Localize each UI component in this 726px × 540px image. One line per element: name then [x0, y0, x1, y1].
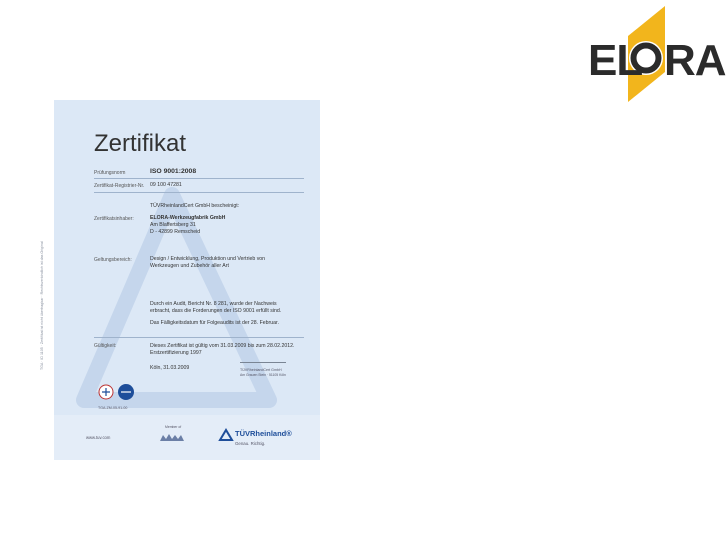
divider [94, 178, 304, 179]
website: www.tuv.com [86, 435, 111, 440]
tuv-mark [219, 428, 233, 446]
certificate-title: Zertifikat [94, 130, 187, 157]
member-seal-icon [159, 433, 185, 443]
scope-line-2: Werkzeugen und Zubehör aller Art [150, 263, 229, 269]
logo-text-left: EL [588, 36, 643, 85]
tuv-triangle-icon [219, 429, 233, 441]
validity-line-1: Dieses Zertifikat ist gültig vom 31.03.2009 bis zum 28.02.2012. [150, 343, 295, 349]
member-label: Member of [165, 425, 182, 429]
divider [94, 337, 304, 338]
tuv-slogan: Genau. Richtig. [235, 441, 266, 446]
audit-line-3: Das Fälligkeitsdatum für Folgeaudits ist der 28. Februar. [150, 320, 279, 326]
stamp-line-1: TÜVRheinlandCert GmbH [240, 368, 282, 372]
holder-label: Zertifikatsinhaber: [94, 216, 134, 222]
member-seal [159, 430, 185, 448]
validity-label: Gültigkeit: [94, 343, 117, 349]
scope-label: Geltungsbereich: [94, 257, 132, 263]
holder-name: ELORA-Werkzeugfabrik GmbH [150, 215, 226, 221]
accreditation-code: TGA-ZM-05-91-00 [98, 406, 128, 410]
accreditation-badge [98, 382, 138, 402]
place-date: Köln, 31.03.2009 [150, 365, 190, 371]
audit-line-1: Durch ein Audit, Bericht Nr. 8 281, wurde der Nachweis [150, 301, 277, 307]
norm-label: Prüfungsnorm [94, 170, 126, 176]
audit-line-2: erbracht, dass die Forderungen der ISO 9001 erfüllt sind. [150, 308, 282, 314]
registration-label: Zertifikat-Registrier-Nr. [94, 183, 145, 189]
dakks-iaf-icon [98, 382, 138, 402]
vertical-note: TGA · ID 1105 · Zertifikat ist nicht übertragbar · Rechtsverbindlich ist das Original [40, 241, 44, 370]
stamp-line-2: Am Grauen Stein · 51105 Köln [240, 373, 286, 377]
validity-line-2: Erstzertifizierung 1997 [150, 350, 202, 356]
iso-certificate [40, 100, 320, 460]
tuv-brand: TÜVRheinland® [235, 429, 292, 438]
divider [94, 192, 304, 193]
norm-value: ISO 9001:2008 [150, 168, 197, 175]
holder-city: D - 42899 Remscheid [150, 229, 201, 235]
scope-line-1: Design / Entwicklung, Produktion und Vertrieb von [150, 256, 266, 262]
registration-value: 09 100 47281 [150, 182, 182, 188]
logo-text-right: RA [664, 36, 726, 85]
issuer-line: TÜVRheinlandCert GmbH bescheinigt: [150, 203, 240, 209]
elora-logo [588, 6, 726, 102]
signature-line [240, 362, 286, 363]
holder-street: Am Blaffertsberg 31 [150, 222, 196, 228]
